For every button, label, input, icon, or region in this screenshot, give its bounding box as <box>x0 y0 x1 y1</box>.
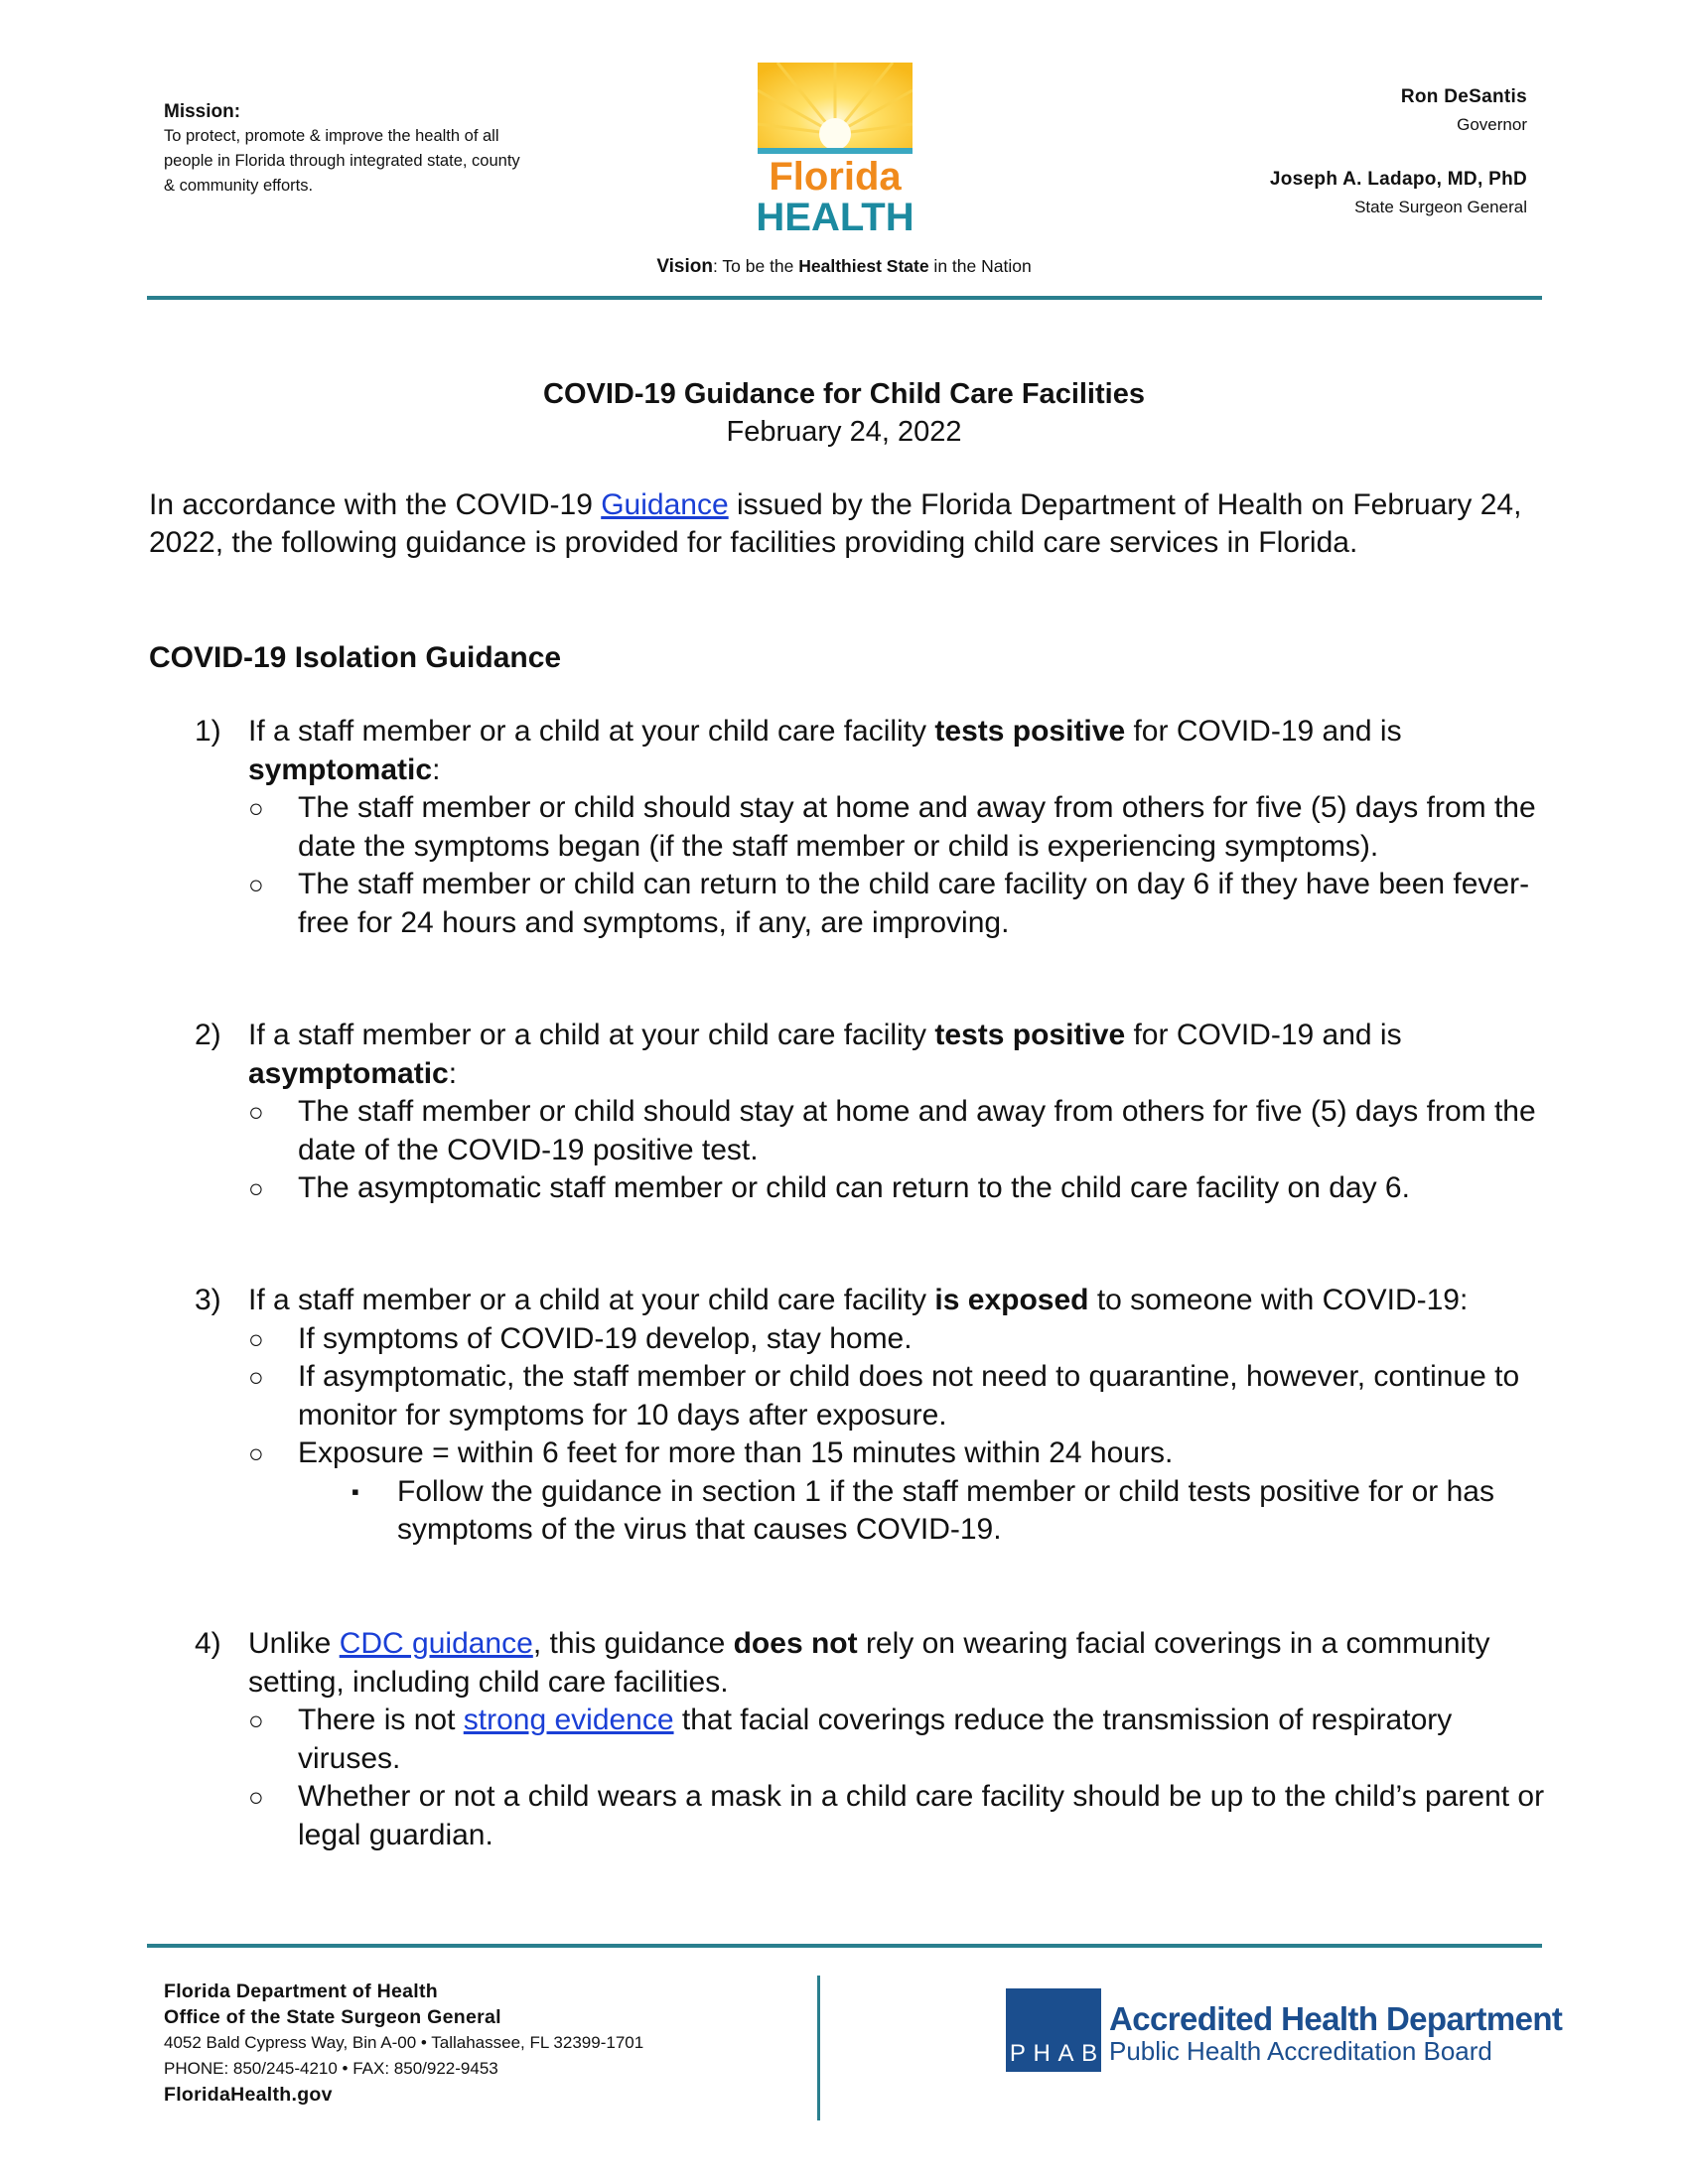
document-title <box>0 375 1688 451</box>
list-item-bullet: ○ Whether or not a child wears a mask in a child care facility should be up to the child’s parent or legal guardian. <box>248 1780 1545 1851</box>
section-heading: COVID-19 Isolation Guidance <box>149 641 562 674</box>
footer-phone: PHONE: 850/245-4210 • FAX: 850/922-9453 <box>164 2059 498 2078</box>
list-item-bullet: ○ The staff member or child should stay at home and away from others for five (5) days from the date of the COVID-19 positive test. <box>248 1095 1536 1166</box>
mission-statement <box>164 99 521 199</box>
circle-bullet-icon: ○ <box>248 870 264 899</box>
surgeon-general-title: State Surgeon General <box>1354 198 1527 216</box>
list-item-bullet: ○ If asymptomatic, the staff member or child does not need to quarantine, however, continue to monitor for symptoms for 10 days after exposure. <box>248 1360 1520 1432</box>
square-bullet-icon: ▪ <box>352 1478 359 1504</box>
list-item-bullet: ○ The staff member or child can return to the child care facility on day 6 if they have been fever-free for 24 hours and symptoms, if any, are improving. <box>248 868 1530 939</box>
list-item-bullet: ○ If symptoms of COVID-19 develop, stay home. <box>298 1320 1545 1359</box>
svg-text:Florida: Florida <box>769 155 902 199</box>
circle-bullet-icon: ○ <box>248 793 264 823</box>
footer-department: Florida Department of Health <box>164 1980 439 2002</box>
list-item-4: 4) Unlike CDC guidance, this guidance does not rely on wearing facial coverings in a community setting, including child care facilities. ○ There is not strong evidence that facial coverings reduce the transmission of respiratory viruses. ○ Whether or not a child wears a mask in a child care facility should be up to the child’s parent or legal guardian. <box>195 1625 1545 1854</box>
mission-text: To protect, promote & improve the health of all people in Florida through integrated state, county & community efforts. <box>164 127 520 195</box>
list-item-1: 1) If a staff member or a child at your child care facility tests positive for COVID-19 and is symptomatic: ○ The staff member or child should stay at home and away from others for five (5) days from the date the symptoms began (if the staff member or child is experiencing symptoms). ○ The staff member or child can return to the child care facility on day 6 if they have been fever-free for 24 hours and symptoms, if any, are improving. <box>195 713 1545 942</box>
circle-bullet-icon: ○ <box>248 1173 264 1203</box>
footer-website: FloridaHealth.gov <box>164 2084 333 2106</box>
guidance-link[interactable]: Guidance <box>601 488 729 521</box>
circle-bullet-icon: ○ <box>248 1362 264 1392</box>
title-main: COVID-19 Guidance for Child Care Facilities <box>543 378 1145 410</box>
title-date: February 24, 2022 <box>726 416 962 448</box>
footer-divider <box>147 1944 1542 1948</box>
governor-title: Governor <box>1457 115 1527 134</box>
circle-bullet-icon: ○ <box>248 1097 264 1127</box>
footer-contact <box>164 1979 643 2108</box>
list-item-2: 2) If a staff member or a child at your child care facility tests positive for COVID-19 and is asymptomatic: ○ The staff member or child should stay at home and away from others for five (5) days from the date of the COVID-19 positive test. ○ The asymptomatic staff member or child can return to the child care facility on day 6. <box>195 1017 1545 1208</box>
surgeon-general-name: Joseph A. Ladapo, MD, PhD <box>1269 169 1527 190</box>
circle-bullet-icon: ○ <box>248 1706 264 1735</box>
florida-health-logo <box>758 63 913 233</box>
list-item-bullet: ○ There is not strong evidence that facial coverings reduce the transmission of respiratory viruses. <box>248 1704 1453 1775</box>
list-item-bullet: ○ The asymptomatic staff member or child can return to the child care facility on day 6. <box>298 1169 1545 1208</box>
circle-bullet-icon: ○ <box>248 1782 264 1812</box>
vision-statement: Vision: To be the Healthiest State in the Nation <box>656 256 1032 277</box>
footer-vertical-divider <box>817 1976 820 2120</box>
circle-bullet-icon: ○ <box>248 1438 264 1468</box>
circle-bullet-icon: ○ <box>248 1323 264 1354</box>
strong-evidence-link[interactable]: strong evidence <box>463 1704 674 1736</box>
list-item-bullet: ○ Exposure = within 6 feet for more than 15 minutes within 24 hours. <box>298 1434 1545 1473</box>
cdc-guidance-link[interactable]: CDC guidance <box>339 1627 533 1660</box>
phab-line1: Accredited Health Department <box>1109 2000 1563 2037</box>
header-divider <box>147 296 1542 300</box>
governor-name: Ron DeSantis <box>1400 86 1527 107</box>
footer-office: Office of the State Surgeon General <box>164 2006 501 2028</box>
list-item-3: 3) If a staff member or a child at your child care facility is exposed to someone with COVID-19: ○ If symptoms of COVID-19 develop, stay home. ○ If asymptomatic, the staff member or child does not need to quarantine, however, continue to monitor for symptoms for 10 days after exposure. ○ Exposure = within 6 feet for more than 15 minutes within 24 hours. ▪ Follow the guidance in section 1 if the staff member or child tests positive for or has symptoms of the virus that causes COVID-19. <box>195 1282 1545 1550</box>
intro-paragraph: In accordance with the COVID-19 Guidance issued by the Florida Department of Health on February 24, 2022, the following guidance is provided for facilities providing child care services in Florida. <box>149 488 1522 559</box>
svg-text:HEALTH: HEALTH <box>758 196 913 233</box>
list-item-bullet: ○ The staff member or child should stay at home and away from others for five (5) days from the date the symptoms began (if the staff member or child is experiencing symptoms). <box>248 791 1536 863</box>
officials-block <box>1270 83 1527 221</box>
vision-label: Vision <box>656 256 713 277</box>
phab-line2: Public Health Accreditation Board <box>1109 2036 1492 2066</box>
list-item-sub-bullet: ▪ Follow the guidance in section 1 if the staff member or child tests positive for or has symptoms of the virus that causes COVID-19. <box>352 1474 1494 1546</box>
footer-address: 4052 Bald Cypress Way, Bin A-00 • Tallahassee, FL 32399-1701 <box>164 2033 644 2052</box>
mission-label: Mission: <box>164 101 241 122</box>
